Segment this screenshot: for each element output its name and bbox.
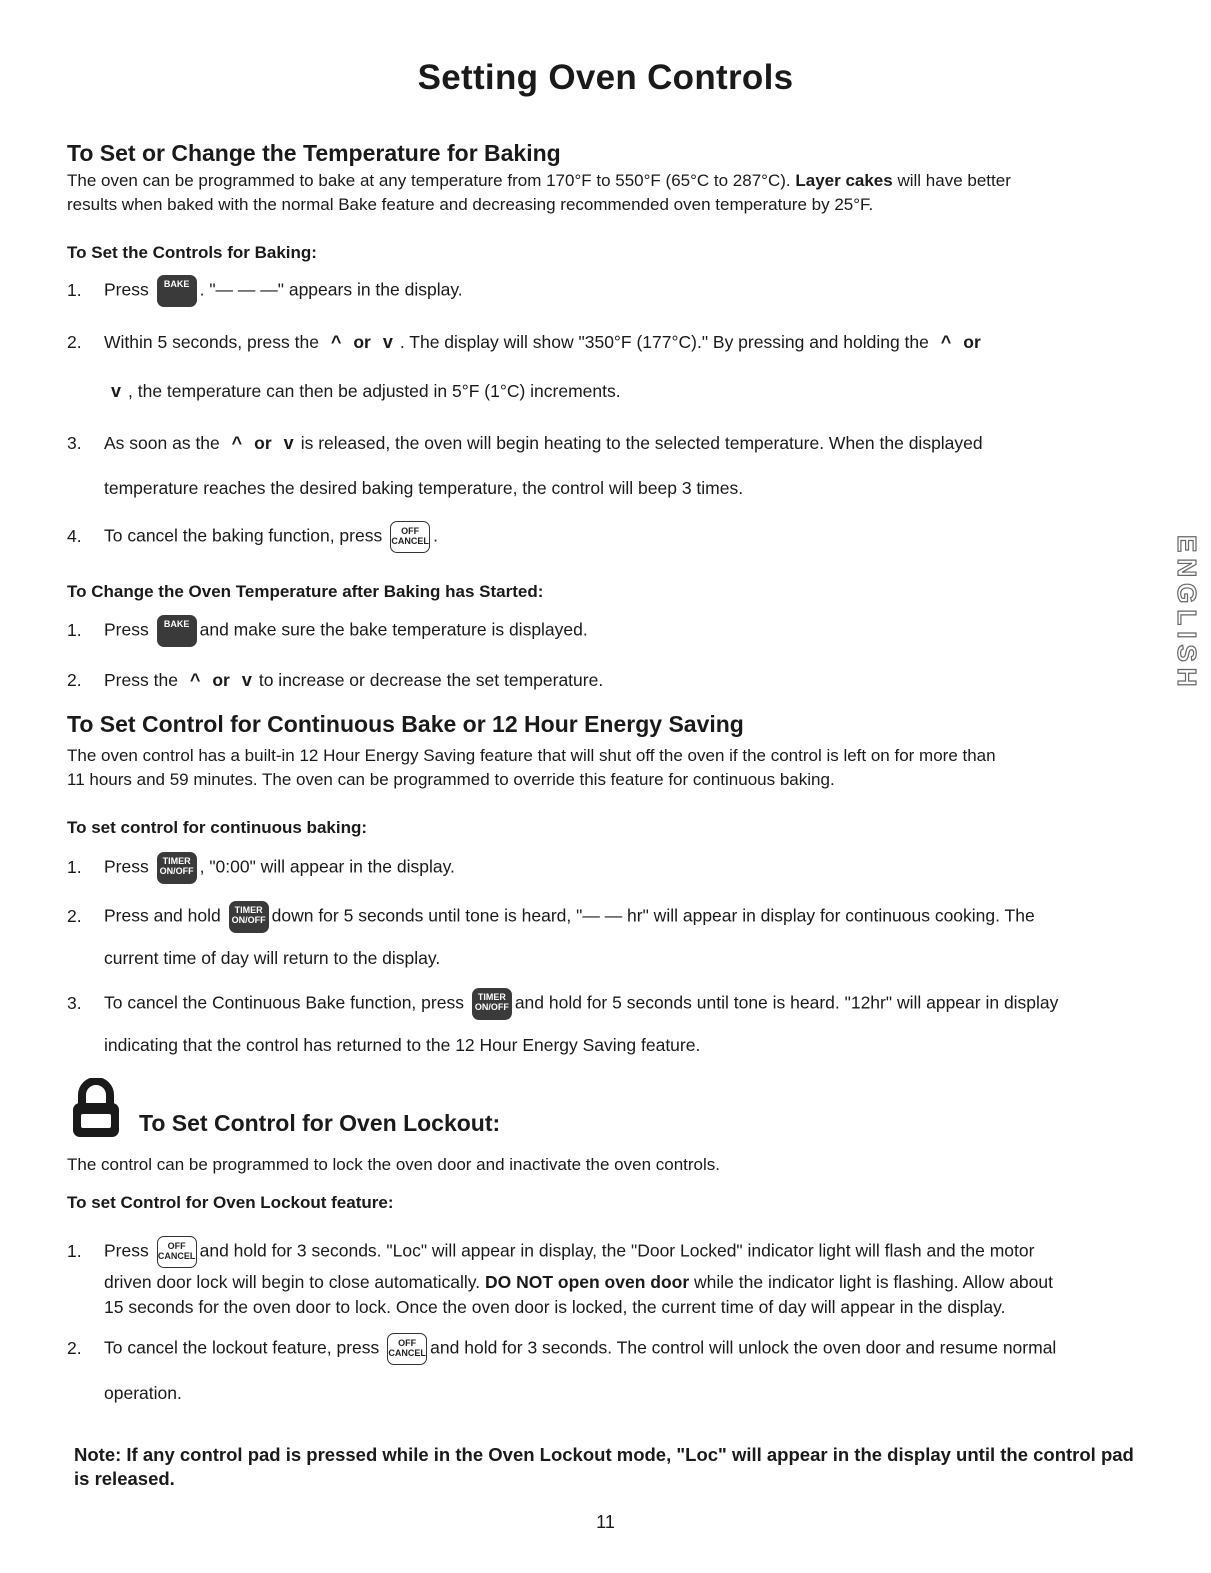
pad-label: OFF <box>167 1241 186 1251</box>
step-number: 1. <box>67 619 82 640</box>
step-text: . <box>433 525 438 546</box>
step-text: and make sure the bake temperature is displayed. <box>199 619 588 640</box>
pad-label: ON/OFF <box>159 866 194 876</box>
side-tab-label: ENGLISH <box>1172 535 1202 693</box>
step-text: , "0:00" will appear in the display. <box>199 856 455 877</box>
step-item <box>67 332 986 353</box>
step-text: Within 5 seconds, press the <box>104 332 319 352</box>
step-item <box>67 988 1058 1020</box>
step-text: Press <box>104 619 149 640</box>
step-item <box>67 852 455 884</box>
side-tab <box>1166 535 1206 693</box>
subheading-lockout: To set Control for Oven Lockout feature: <box>67 1193 394 1212</box>
pad-label: OFF <box>398 1338 417 1348</box>
step-text: while the indicator light is flashing. Allow about <box>694 1272 1053 1292</box>
step-text: Press <box>104 1240 149 1261</box>
or-text: or <box>353 332 371 352</box>
step-text: driven door lock will begin to close automatically. <box>104 1272 481 1292</box>
step-text: Press and hold <box>104 905 221 926</box>
step-text: to increase or decrease the set temperature. <box>258 670 604 690</box>
chevron-down-icon: v <box>382 332 393 352</box>
step-text: To cancel the Continuous Bake function, press <box>104 992 464 1013</box>
chevron-up-icon: ^ <box>940 332 952 352</box>
step-continuation: temperature reaches the desired baking temperature, the control will beep 3 times. <box>104 478 744 498</box>
step-item <box>67 1236 1034 1268</box>
step-item <box>67 433 983 454</box>
section-heading-temperature: To Set or Change the Temperature for Baking <box>67 140 561 166</box>
lockout-note: Note: If any control pad is pressed while in the Oven Lockout mode, "Loc" will appear in the display until the control pad is released. <box>74 1444 1134 1489</box>
step-item <box>67 670 603 691</box>
step-text: down for 5 seconds until tone is heard, "— — hr" will appear in display for continuous cooking. The <box>271 905 1035 926</box>
page-number: 11 <box>596 1512 615 1532</box>
off-cancel-pad-icon <box>157 1236 197 1268</box>
step-text: Press <box>104 279 149 300</box>
step-text: Press <box>104 856 149 877</box>
bake-pad-icon: BAKE <box>157 615 197 647</box>
pad-label: ON/OFF <box>231 915 266 925</box>
intro-text: will have better <box>897 171 1011 190</box>
intro-text: The oven control has a built-in 12 Hour Energy Saving feature that will shut off the oven if the control is left on for more than <box>67 746 996 765</box>
intro-text: 11 hours and 59 minutes. The oven can be programmed to override this feature for continuous baking. <box>67 770 835 789</box>
bake-pad-icon: BAKE <box>157 275 197 307</box>
step-continuation <box>104 1272 1053 1293</box>
chevron-down-icon: v <box>111 381 122 401</box>
off-cancel-pad-icon <box>387 1333 427 1365</box>
section-heading-lockout: To Set Control for Oven Lockout: <box>139 1110 501 1136</box>
step-continuation: operation. <box>104 1383 182 1403</box>
section-heading-continuous-bake: To Set Control for Continuous Bake or 12 Hour Energy Saving <box>67 711 744 737</box>
step-number: 2. <box>67 332 82 352</box>
chevron-up-icon: ^ <box>330 332 342 352</box>
pad-label: ON/OFF <box>474 1002 509 1012</box>
pad-label: TIMER <box>162 856 191 866</box>
intro-bold-text: Layer cakes <box>795 171 893 190</box>
intro-text: The oven can be programmed to bake at any temperature from 170°F to 550°F (65°C to 287°C). <box>67 171 791 190</box>
chevron-up-icon: ^ <box>189 670 201 690</box>
step-text: , the temperature can then be adjusted in 5°F (1°C) increments. <box>128 381 621 401</box>
step-continuation: indicating that the control has returned to the 12 Hour Energy Saving feature. <box>104 1035 701 1055</box>
chevron-up-icon: ^ <box>231 433 243 453</box>
step-number: 3. <box>67 433 82 453</box>
intro-text: results when baked with the normal Bake feature and decreasing recommended oven temperature by 25°F. <box>67 195 874 214</box>
step-number: 1. <box>67 1240 82 1261</box>
step-item <box>67 1333 1056 1365</box>
off-cancel-pad-icon <box>390 521 430 553</box>
pad-label: CANCEL <box>391 536 429 546</box>
pad-label: CANCEL <box>157 1251 196 1261</box>
step-item <box>67 901 1035 933</box>
step-text: . The display will show "350°F (177°C)." By pressing and holding the <box>399 332 929 352</box>
continuous-intro <box>67 744 1147 792</box>
step-item <box>67 275 463 307</box>
temperature-intro <box>67 169 1147 217</box>
step-item <box>67 615 588 647</box>
page-title: Setting Oven Controls <box>417 58 794 97</box>
timer-pad-icon <box>157 852 197 884</box>
step-continuation: current time of day will return to the display. <box>104 948 441 968</box>
warning-text: DO NOT open oven door <box>484 1272 690 1292</box>
pad-label: OFF <box>401 526 420 536</box>
lock-icon <box>70 1078 122 1145</box>
chevron-down-icon: v <box>283 433 294 453</box>
step-text: and hold for 3 seconds. The control will unlock the oven door and resume normal <box>430 1337 1057 1358</box>
step-text: . "— — —" appears in the display. <box>199 279 463 300</box>
chevron-down-icon: v <box>241 670 252 690</box>
subheading-continuous: To set control for continuous baking: <box>67 818 368 837</box>
step-text: and hold for 3 seconds. "Loc" will appear in display, the "Door Locked" indicator light will flash and the motor <box>199 1240 1035 1261</box>
step-text: To cancel the baking function, press <box>104 525 383 546</box>
pad-label: TIMER <box>477 992 506 1002</box>
pad-label: TIMER <box>234 905 263 915</box>
step-text: As soon as the <box>104 433 220 453</box>
or-text: or <box>963 332 981 352</box>
timer-pad-icon <box>229 901 269 933</box>
step-number: 1. <box>67 279 82 300</box>
step-text: is released, the oven will begin heating to the selected temperature. When the displayed <box>300 433 983 453</box>
step-text: and hold for 5 seconds until tone is heard. "12hr" will appear in display <box>514 992 1059 1013</box>
pad-label: CANCEL <box>388 1348 426 1358</box>
step-number: 2. <box>67 905 82 926</box>
step-number: 4. <box>67 525 82 546</box>
step-number: 2. <box>67 670 82 690</box>
lockout-intro: The control can be programmed to lock the oven door and inactivate the oven controls. <box>67 1155 720 1174</box>
subheading-set-controls: To Set the Controls for Baking: <box>67 243 317 262</box>
timer-pad-icon <box>472 988 512 1020</box>
step-number: 3. <box>67 992 82 1013</box>
step-text: To cancel the lockout feature, press <box>104 1337 380 1358</box>
step-text: Press the <box>104 670 178 690</box>
step-continuation <box>104 381 621 402</box>
step-continuation: 15 seconds for the oven door to lock. Once the oven door is locked, the current time of day will appear in the display. <box>104 1297 1006 1317</box>
or-text: or <box>212 670 230 690</box>
subheading-change-temperature: To Change the Oven Temperature after Baking has Started: <box>67 582 544 601</box>
step-number: 1. <box>67 856 82 877</box>
step-item <box>67 521 438 553</box>
step-number: 2. <box>67 1337 82 1358</box>
or-text: or <box>254 433 272 453</box>
